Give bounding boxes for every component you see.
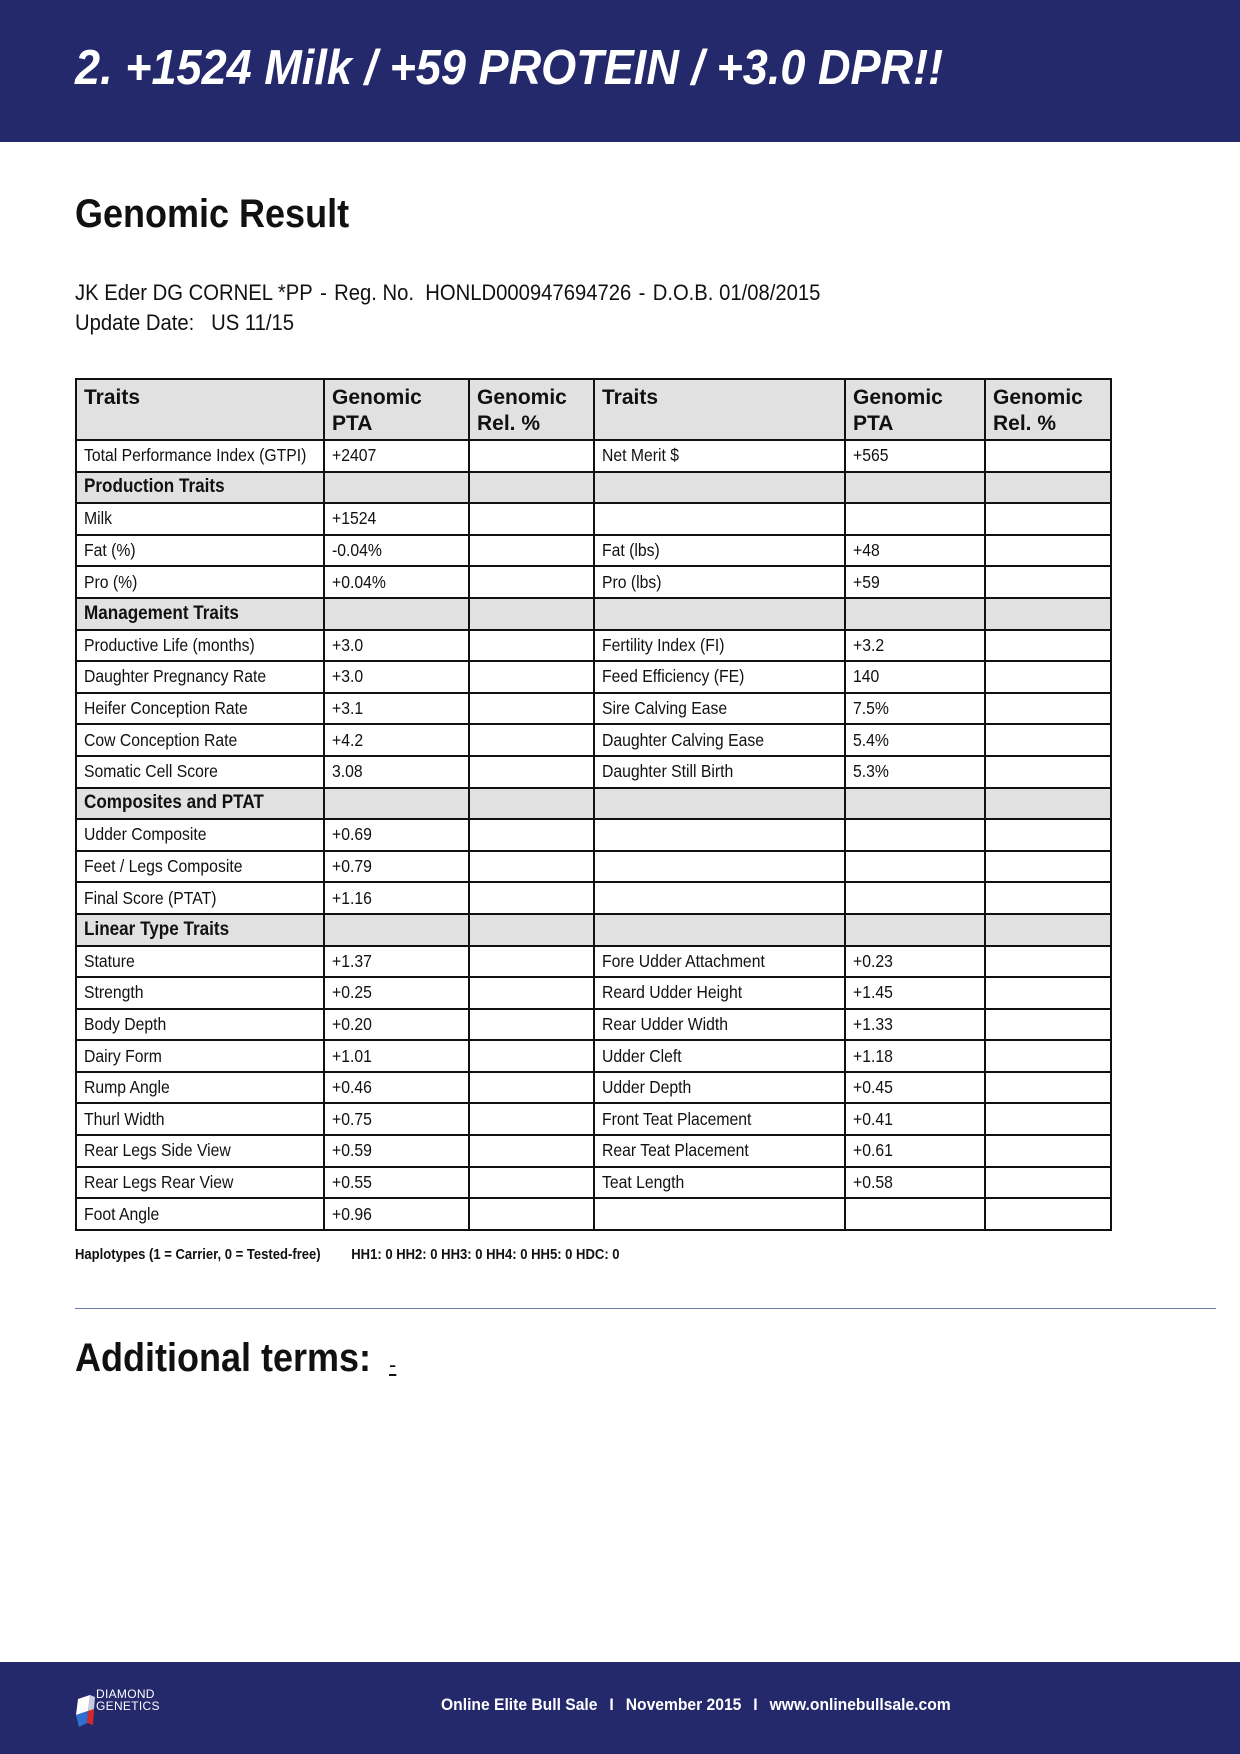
column-header: Traits	[76, 379, 324, 440]
cell-text: Total Performance Index (GTPI)	[84, 445, 307, 466]
table-cell	[845, 440, 985, 472]
table-cell	[845, 503, 985, 535]
table-cell	[76, 1040, 324, 1072]
table-cell	[324, 819, 469, 851]
table-cell	[985, 440, 1111, 472]
table-cell	[324, 851, 469, 883]
section-title: Genomic Result	[75, 192, 350, 236]
cell-text: Daughter Pregnancy Rate	[84, 666, 267, 687]
table-cell	[845, 1198, 985, 1230]
table-cell	[324, 756, 469, 788]
table-group-row	[76, 914, 1111, 946]
cell-text: Heifer Conception Rate	[84, 698, 248, 719]
cell-text: 3.08	[332, 761, 363, 782]
cell-text: +3.1	[332, 698, 364, 719]
table-row	[76, 819, 1111, 851]
table-cell	[594, 1009, 845, 1041]
table-cell	[76, 1072, 324, 1104]
table-cell	[985, 977, 1111, 1009]
table-cell	[985, 788, 1111, 820]
table-cell	[76, 882, 324, 914]
table-cell	[594, 882, 845, 914]
table-cell	[469, 472, 594, 504]
column-header: Genomic PTA	[845, 379, 985, 440]
table-cell	[469, 946, 594, 978]
table-cell	[594, 503, 845, 535]
divider	[75, 1308, 1216, 1309]
table-cell	[324, 535, 469, 567]
table-cell	[985, 1135, 1111, 1167]
table-cell	[469, 788, 594, 820]
table-cell	[985, 630, 1111, 662]
cell-text: Daughter Calving Ease	[602, 729, 764, 750]
cell-text: 5.3%	[853, 761, 889, 782]
table-cell	[324, 440, 469, 472]
table-row	[76, 1009, 1111, 1041]
table-cell	[845, 630, 985, 662]
cell-text: Thurl Width	[84, 1108, 165, 1129]
cell-text: +0.20	[332, 1013, 372, 1034]
table-cell	[845, 661, 985, 693]
table-cell	[594, 1198, 845, 1230]
table-row	[76, 1040, 1111, 1072]
table-cell	[594, 1167, 845, 1199]
cell-text: Pro (lbs)	[602, 571, 662, 592]
cell-text: Milk	[84, 508, 112, 529]
cell-text: +565	[853, 445, 889, 466]
table-cell	[76, 566, 324, 598]
table-group-row	[76, 598, 1111, 630]
table-cell	[845, 756, 985, 788]
cell-text: Fat (lbs)	[602, 540, 660, 561]
cell-text: Final Score (PTAT)	[84, 887, 217, 908]
table-cell	[324, 1103, 469, 1135]
animal-name: JK Eder DG CORNEL *PP	[75, 280, 313, 305]
table-cell	[76, 1009, 324, 1041]
logo-line-1: DIAMOND	[96, 1687, 155, 1701]
table-cell	[469, 1198, 594, 1230]
cell-text: Pro (%)	[84, 571, 138, 592]
cell-text: +0.55	[332, 1171, 372, 1192]
table-cell	[845, 1167, 985, 1199]
table-cell	[985, 819, 1111, 851]
cell-text: +4.2	[332, 729, 364, 750]
cell-text: +1.33	[853, 1013, 893, 1034]
table-cell	[324, 1040, 469, 1072]
cell-text: Sire Calving Ease	[602, 698, 728, 719]
cell-text: Rear Legs Side View	[84, 1140, 231, 1161]
cell-text: Front Teat Placement	[602, 1108, 752, 1129]
table-row	[76, 440, 1111, 472]
cell-text: +0.46	[332, 1077, 372, 1098]
table-cell	[594, 756, 845, 788]
table-cell	[76, 661, 324, 693]
table-cell	[324, 598, 469, 630]
table-row	[76, 566, 1111, 598]
table-row	[76, 1198, 1111, 1230]
table-row	[76, 882, 1111, 914]
table-cell	[76, 851, 324, 883]
table-row	[76, 1167, 1111, 1199]
footer-event: Online Elite Bull Sale	[441, 1695, 598, 1714]
cell-text: Management Traits	[84, 602, 239, 624]
table-cell	[324, 1198, 469, 1230]
table-row	[76, 724, 1111, 756]
table-row	[76, 630, 1111, 662]
table-cell	[76, 1167, 324, 1199]
cell-text: Dairy Form	[84, 1045, 162, 1066]
table-cell	[324, 724, 469, 756]
diamond-genetics-logo	[76, 1687, 186, 1731]
table-cell	[845, 882, 985, 914]
cell-text: +1.18	[853, 1045, 893, 1066]
table-row	[76, 1072, 1111, 1104]
table-cell	[76, 1198, 324, 1230]
cell-text: Udder Cleft	[602, 1045, 682, 1066]
table-cell	[324, 1072, 469, 1104]
table-row	[76, 661, 1111, 693]
cell-text: Cow Conception Rate	[84, 729, 238, 750]
table-cell	[985, 724, 1111, 756]
table-cell	[845, 1009, 985, 1041]
table-cell	[985, 882, 1111, 914]
table-cell	[324, 661, 469, 693]
table-group-row	[76, 472, 1111, 504]
table-cell	[985, 1040, 1111, 1072]
table-cell	[469, 1040, 594, 1072]
cell-text: +2407	[332, 445, 377, 466]
table-cell	[594, 914, 845, 946]
table-cell	[845, 914, 985, 946]
table-cell	[594, 661, 845, 693]
cell-text: +59	[853, 571, 880, 592]
additional-terms-label: Additional terms:	[75, 1336, 372, 1380]
genomic-traits-table	[75, 378, 1112, 1231]
table-cell	[76, 598, 324, 630]
table-cell	[594, 535, 845, 567]
table-cell	[594, 724, 845, 756]
table-cell	[469, 1135, 594, 1167]
cell-text: Rear Legs Rear View	[84, 1171, 234, 1192]
cell-text: +1.45	[853, 982, 893, 1003]
table-cell	[76, 724, 324, 756]
table-cell	[76, 1103, 324, 1135]
dob-label: D.O.B.	[652, 280, 714, 305]
table-cell	[985, 1072, 1111, 1104]
table-cell	[594, 693, 845, 725]
table-row	[76, 693, 1111, 725]
footer-separator: I	[609, 1695, 614, 1714]
table-cell	[845, 598, 985, 630]
table-cell	[985, 1103, 1111, 1135]
table-cell	[469, 661, 594, 693]
table-cell	[985, 661, 1111, 693]
table-cell	[985, 946, 1111, 978]
cell-text: Foot Angle	[84, 1203, 160, 1224]
table-cell	[469, 914, 594, 946]
table-cell	[594, 819, 845, 851]
table-cell	[324, 503, 469, 535]
table-cell	[845, 1040, 985, 1072]
haplotypes-line	[75, 1247, 620, 1263]
cell-text: Linear Type Traits	[84, 918, 230, 940]
table-cell	[985, 1009, 1111, 1041]
cell-text: +0.23	[853, 950, 893, 971]
table-cell	[324, 1135, 469, 1167]
table-cell	[324, 946, 469, 978]
cell-text: 7.5%	[853, 698, 889, 719]
table-cell	[76, 788, 324, 820]
cell-text: Feet / Legs Composite	[84, 856, 243, 877]
additional-terms	[75, 1336, 404, 1381]
cell-text: +0.79	[332, 856, 372, 877]
cell-text: +0.61	[853, 1140, 893, 1161]
cell-text: +3.2	[853, 634, 885, 655]
table-cell	[845, 788, 985, 820]
top-banner	[0, 0, 1240, 142]
cell-text: Rear Udder Width	[602, 1013, 729, 1034]
cell-text: Composites and PTAT	[84, 792, 264, 814]
table-row	[76, 977, 1111, 1009]
table-row	[76, 851, 1111, 883]
footer-url[interactable]: www.onlinebullsale.com	[769, 1695, 951, 1714]
haplotypes-label: Haplotypes (1 = Carrier, 0 = Tested-free)	[75, 1247, 321, 1263]
table-cell	[594, 851, 845, 883]
table-cell	[76, 440, 324, 472]
table-cell	[469, 566, 594, 598]
table-row	[76, 535, 1111, 567]
table-cell	[594, 1040, 845, 1072]
table-cell	[469, 724, 594, 756]
table-cell	[324, 693, 469, 725]
cell-text: Productive Life (months)	[84, 634, 255, 655]
table-cell	[845, 819, 985, 851]
cell-text: Rump Angle	[84, 1077, 170, 1098]
table-row	[76, 1103, 1111, 1135]
cell-text: +0.41	[853, 1108, 893, 1129]
table-row	[76, 756, 1111, 788]
cell-text: +0.96	[332, 1203, 372, 1224]
footer-separator: I	[753, 1695, 758, 1714]
additional-terms-value: -	[389, 1352, 397, 1377]
table-cell	[469, 977, 594, 1009]
footer-text	[441, 1695, 951, 1715]
cell-text: Body Depth	[84, 1013, 167, 1034]
table-cell	[845, 1072, 985, 1104]
cell-text: Somatic Cell Score	[84, 761, 218, 782]
table-row	[76, 503, 1111, 535]
cell-text: Udder Depth	[602, 1077, 692, 1098]
table-cell	[76, 503, 324, 535]
cell-text: Strength	[84, 982, 144, 1003]
cell-text: 140	[853, 666, 880, 687]
haplotypes-values: HH1: 0 HH2: 0 HH3: 0 HH4: 0 HH5: 0 HDC: 0	[351, 1247, 620, 1263]
cell-text: +0.04%	[332, 571, 386, 592]
footer-date: November 2015	[625, 1695, 742, 1714]
table-cell	[985, 851, 1111, 883]
column-header: Traits	[594, 379, 845, 440]
update-date-line	[75, 310, 294, 336]
cell-text: +1524	[332, 508, 377, 529]
table-cell	[469, 503, 594, 535]
table-cell	[469, 882, 594, 914]
table-cell	[469, 1103, 594, 1135]
logo-line-2: GENETICS	[96, 1699, 160, 1713]
table-cell	[76, 535, 324, 567]
table-cell	[324, 882, 469, 914]
table-cell	[594, 788, 845, 820]
table-cell	[845, 977, 985, 1009]
cell-text: Rear Teat Placement	[602, 1140, 749, 1161]
table-cell	[845, 472, 985, 504]
table-cell	[469, 851, 594, 883]
cell-text: Stature	[84, 950, 135, 971]
column-header: Genomic Rel. %	[985, 379, 1111, 440]
table-cell	[985, 566, 1111, 598]
table-cell	[76, 472, 324, 504]
dob-value: 01/08/2015	[719, 280, 821, 305]
table-cell	[594, 630, 845, 662]
reg-label: Reg. No.	[334, 280, 415, 305]
table-body	[76, 440, 1111, 1230]
table-cell	[845, 1103, 985, 1135]
table-cell	[324, 630, 469, 662]
table-group-row	[76, 788, 1111, 820]
table-cell	[845, 566, 985, 598]
table-cell	[594, 1135, 845, 1167]
cell-text: +0.58	[853, 1171, 893, 1192]
table-cell	[469, 1167, 594, 1199]
table-cell	[76, 977, 324, 1009]
table-cell	[324, 472, 469, 504]
table-cell	[845, 535, 985, 567]
update-date-value: US 11/15	[211, 310, 295, 335]
table-cell	[845, 724, 985, 756]
diamond-logo-icon	[76, 1689, 96, 1729]
table-cell	[324, 566, 469, 598]
cell-text: +1.01	[332, 1045, 372, 1066]
cell-text: Fat (%)	[84, 540, 136, 561]
table-row	[76, 946, 1111, 978]
table-cell	[985, 535, 1111, 567]
table-cell	[985, 693, 1111, 725]
cell-text: Udder Composite	[84, 824, 207, 845]
table-cell	[76, 756, 324, 788]
table-cell	[594, 1072, 845, 1104]
table-cell	[76, 914, 324, 946]
cell-text: Production Traits	[84, 476, 225, 498]
cell-text: Fore Udder Attachment	[602, 950, 765, 971]
table-cell	[845, 693, 985, 725]
cell-text: +1.37	[332, 950, 372, 971]
cell-text: 5.4%	[853, 729, 889, 750]
cell-text: +1.16	[332, 887, 372, 908]
cell-text: Feed Efficiency (FE)	[602, 666, 745, 687]
table-cell	[76, 946, 324, 978]
cell-text: +0.75	[332, 1108, 372, 1129]
table-cell	[985, 1198, 1111, 1230]
table-cell	[594, 566, 845, 598]
table-cell	[469, 535, 594, 567]
cell-text: Reard Udder Height	[602, 982, 743, 1003]
table-cell	[845, 1135, 985, 1167]
table-cell	[594, 598, 845, 630]
table-cell	[469, 1072, 594, 1104]
table-cell	[324, 977, 469, 1009]
table-cell	[324, 788, 469, 820]
table-cell	[469, 693, 594, 725]
cell-text: -0.04%	[332, 540, 382, 561]
table-cell	[76, 1135, 324, 1167]
column-header: Genomic PTA	[324, 379, 469, 440]
table-cell	[594, 977, 845, 1009]
cell-text: +0.69	[332, 824, 372, 845]
table-cell	[76, 693, 324, 725]
table-cell	[324, 1167, 469, 1199]
footer-bar	[0, 1662, 1240, 1754]
table-cell	[594, 472, 845, 504]
logo-wordmark	[96, 1688, 160, 1712]
cell-text: Net Merit $	[602, 445, 680, 466]
table-cell	[469, 598, 594, 630]
table-cell	[469, 1009, 594, 1041]
dash-separator: -	[638, 280, 646, 305]
table-row	[76, 1135, 1111, 1167]
table-cell	[76, 630, 324, 662]
table-cell	[985, 756, 1111, 788]
cell-text: +0.25	[332, 982, 372, 1003]
column-header: Genomic Rel. %	[469, 379, 594, 440]
table-cell	[76, 819, 324, 851]
cell-text: +3.0	[332, 666, 364, 687]
table-cell	[985, 914, 1111, 946]
table-cell	[469, 819, 594, 851]
table-cell	[469, 756, 594, 788]
table-cell	[594, 440, 845, 472]
table-cell	[469, 440, 594, 472]
table-cell	[985, 598, 1111, 630]
table-cell	[594, 946, 845, 978]
table-cell	[469, 630, 594, 662]
cell-text: +48	[853, 540, 880, 561]
table-cell	[324, 1009, 469, 1041]
cell-text: +3.0	[332, 634, 364, 655]
table-cell	[985, 1167, 1111, 1199]
table-header-row	[76, 379, 1111, 440]
cell-text: Fertility Index (FI)	[602, 634, 725, 655]
table-cell	[985, 472, 1111, 504]
update-date-label: Update Date:	[75, 310, 195, 335]
cell-text: Daughter Still Birth	[602, 761, 734, 782]
cell-text: +0.59	[332, 1140, 372, 1161]
animal-info-line	[75, 280, 820, 306]
dash-separator: -	[320, 280, 327, 305]
headline: 2. +1524 Milk / +59 PROTEIN / +3.0 DPR!!	[75, 41, 944, 95]
cell-text: +0.45	[853, 1077, 893, 1098]
table-cell	[594, 1103, 845, 1135]
reg-number: HONLD000947694726	[425, 280, 632, 305]
table-cell	[324, 914, 469, 946]
cell-text: Teat Length	[602, 1171, 685, 1192]
table-cell	[985, 503, 1111, 535]
table-cell	[845, 946, 985, 978]
table-cell	[845, 851, 985, 883]
